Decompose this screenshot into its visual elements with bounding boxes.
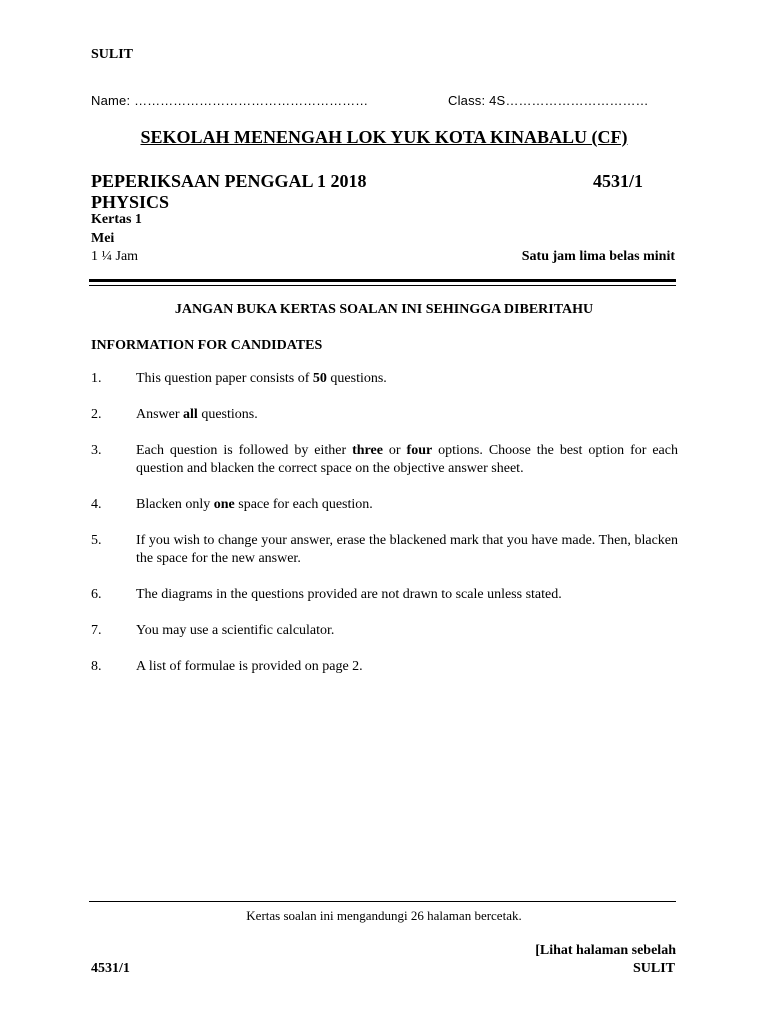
instruction-item bbox=[91, 370, 678, 388]
instruction-text bbox=[136, 496, 678, 514]
instruction-number: 3. bbox=[91, 443, 102, 458]
instruction-text bbox=[136, 532, 678, 568]
name-field bbox=[91, 93, 368, 108]
instruction-text bbox=[136, 406, 678, 424]
instruction-text bbox=[136, 622, 678, 640]
turn-over-note: [Lihat halaman sebelah bbox=[535, 943, 676, 958]
instruction-number: 5. bbox=[91, 533, 102, 548]
instructions-list bbox=[91, 370, 678, 694]
classification-bottom: SULIT bbox=[632, 961, 675, 976]
instruction-text bbox=[136, 658, 678, 676]
school-name: SEKOLAH MENENGAH LOK YUK KOTA KINABALU (CF) bbox=[140, 127, 628, 147]
instruction-segment: Blacken only bbox=[136, 497, 214, 512]
class-label: Class: 4S bbox=[448, 93, 506, 108]
instruction-text bbox=[136, 370, 678, 388]
footer-divider bbox=[89, 901, 676, 902]
instruction-text bbox=[136, 586, 678, 604]
instruction-segment: A list of formulae is provided on page 2. bbox=[136, 659, 363, 674]
footer-paper-code: 4531/1 bbox=[91, 961, 130, 976]
name-label: Name: bbox=[91, 93, 131, 108]
instruction-segment: Each question is followed by either bbox=[136, 443, 353, 458]
warning-notice: JANGAN BUKA KERTAS SOALAN INI SEHINGGA DIBERITAHU bbox=[174, 302, 594, 317]
instruction-item bbox=[91, 658, 678, 676]
instruction-item bbox=[91, 442, 678, 478]
exam-title: PEPERIKSAAN PENGGAL 1 2018 bbox=[91, 171, 367, 191]
instruction-emphasis: three bbox=[352, 443, 383, 458]
page-count-note: Kertas soalan ini mengandungi 26 halaman bercetak. bbox=[246, 908, 522, 923]
instruction-item bbox=[91, 586, 678, 604]
instruction-segment: options. Choose the best option for each question and blacken the correct space on the objective answer sheet. bbox=[136, 443, 678, 476]
instruction-item bbox=[91, 496, 678, 514]
instruction-number: 6. bbox=[91, 587, 102, 602]
instruction-number: 4. bbox=[91, 497, 102, 512]
name-dots: ……………………………………………… bbox=[134, 93, 369, 108]
info-heading: INFORMATION FOR CANDIDATES bbox=[91, 338, 323, 353]
instruction-item bbox=[91, 406, 678, 424]
instruction-segment: Answer bbox=[136, 407, 184, 422]
instruction-segment: This question paper consists of bbox=[136, 371, 313, 386]
divider-thick bbox=[89, 279, 676, 282]
instruction-segment: or bbox=[382, 443, 407, 458]
instruction-emphasis: one bbox=[213, 497, 235, 512]
classification-top: SULIT bbox=[91, 47, 134, 62]
instruction-text bbox=[136, 442, 678, 478]
paper-code: 4531/1 bbox=[593, 171, 644, 191]
class-field bbox=[448, 93, 648, 108]
instruction-emphasis: 50 bbox=[312, 371, 327, 386]
class-dots: …………………………… bbox=[505, 93, 649, 108]
duration: 1 ¼ Jam bbox=[91, 249, 139, 264]
paper-number: Kertas 1 bbox=[91, 212, 142, 227]
instruction-segment: questions. bbox=[197, 407, 258, 422]
divider-thin bbox=[89, 285, 676, 286]
instruction-segment: You may use a scientific calculator. bbox=[136, 623, 335, 638]
instruction-number: 7. bbox=[91, 623, 102, 638]
duration-words: Satu jam lima belas minit bbox=[521, 249, 675, 264]
instruction-number: 2. bbox=[91, 407, 102, 422]
instruction-segment: The diagrams in the questions provided are not drawn to scale unless stated. bbox=[136, 587, 562, 602]
instruction-emphasis: all bbox=[183, 407, 198, 422]
instruction-emphasis: four bbox=[406, 443, 433, 458]
instruction-number: 1. bbox=[91, 371, 102, 386]
instruction-number: 8. bbox=[91, 659, 102, 674]
instruction-item bbox=[91, 532, 678, 568]
instruction-segment: questions. bbox=[326, 371, 387, 386]
instruction-segment: space for each question. bbox=[234, 497, 373, 512]
exam-month: Mei bbox=[91, 231, 115, 246]
instruction-item bbox=[91, 622, 678, 640]
instruction-segment: If you wish to change your answer, erase the blackened mark that you have made. Then, blacken the space for the new answer. bbox=[136, 533, 678, 566]
subject: PHYSICS bbox=[91, 192, 170, 212]
